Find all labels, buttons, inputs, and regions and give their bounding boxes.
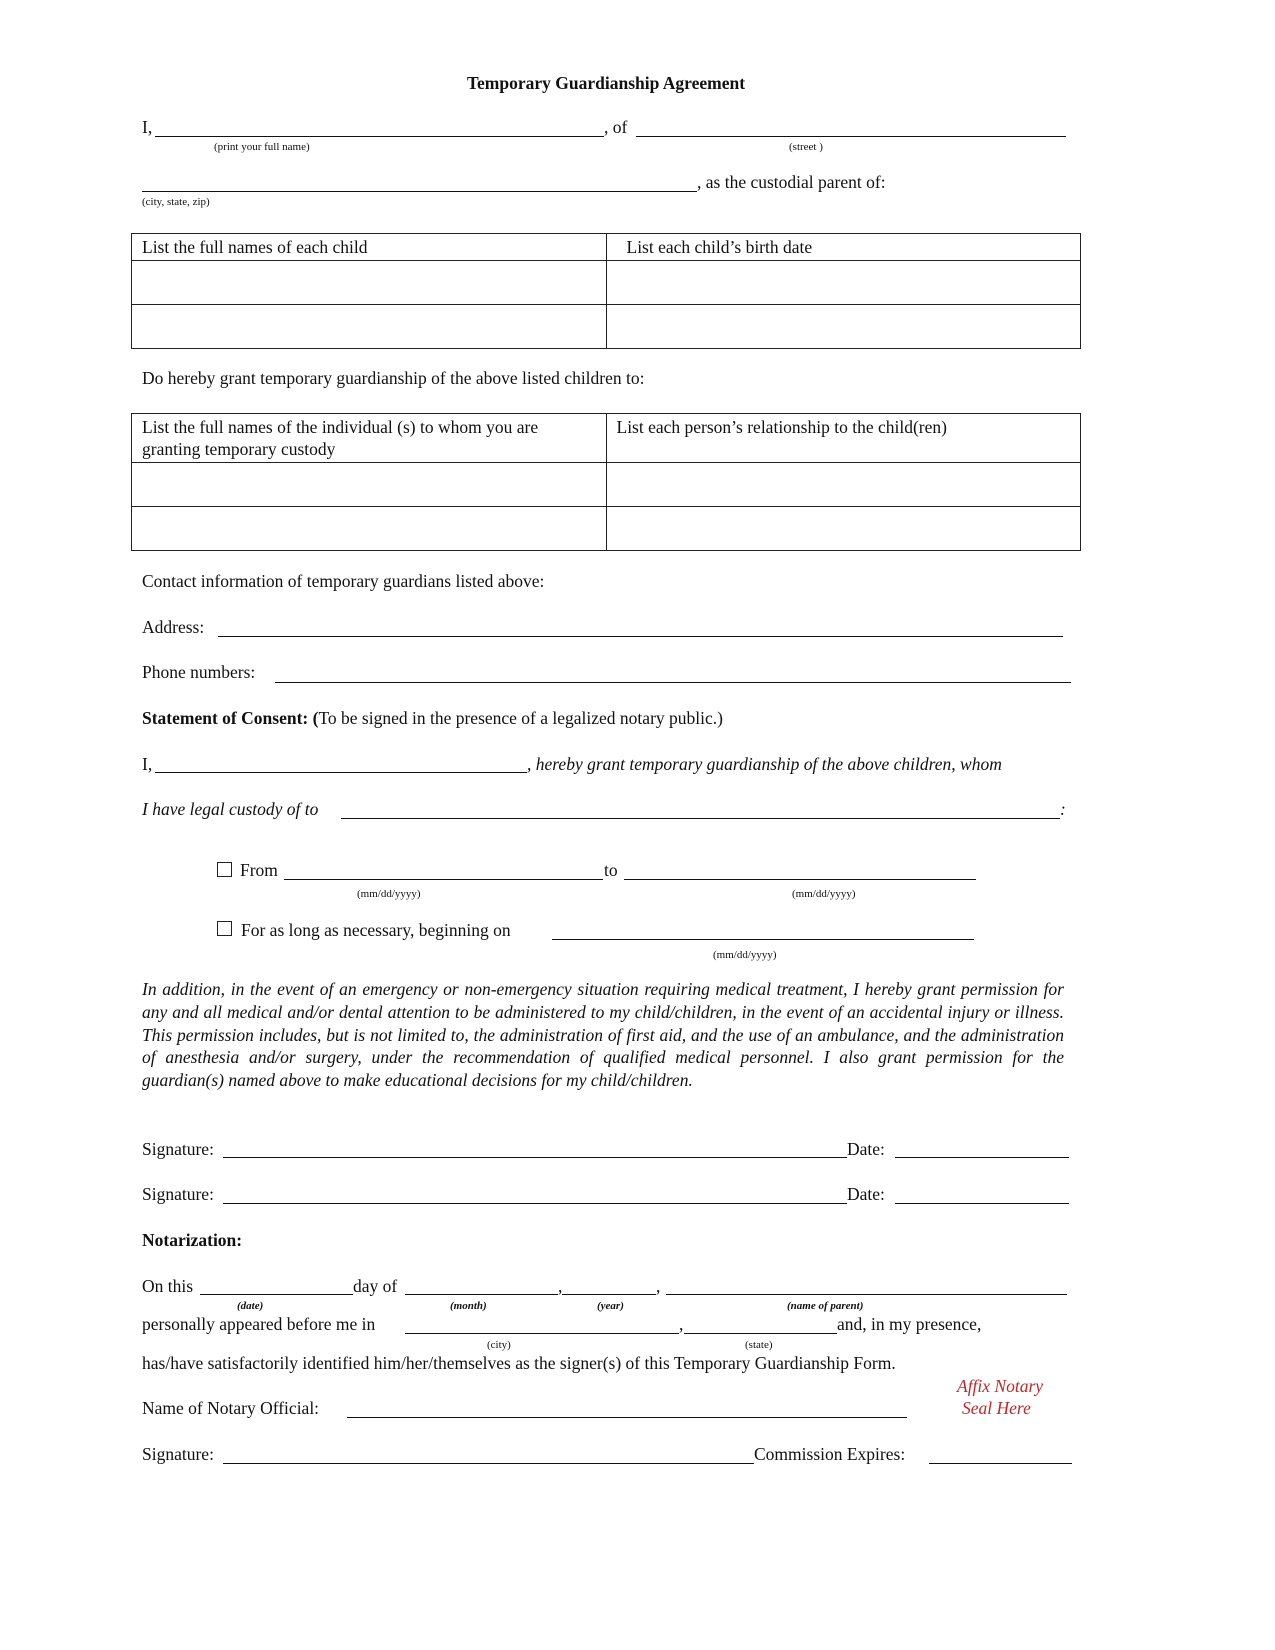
date-field-2[interactable] bbox=[895, 1203, 1069, 1204]
commission-expires-field[interactable] bbox=[929, 1463, 1072, 1464]
commission-expires-label: Commission Expires: bbox=[754, 1444, 906, 1464]
street-hint: (street ) bbox=[789, 141, 823, 153]
beginning-date-field[interactable] bbox=[552, 939, 974, 940]
address-field[interactable] bbox=[218, 636, 1063, 637]
parent-name-field[interactable] bbox=[155, 136, 604, 137]
child-birthdate-cell[interactable] bbox=[606, 261, 1081, 305]
notary-name-field[interactable] bbox=[347, 1417, 907, 1418]
consent-heading-bold: Statement of Consent: ( bbox=[142, 708, 319, 728]
signature-label-1: Signature: bbox=[142, 1139, 214, 1159]
guardian-name-header: List the full names of the individual (s) to whom you are granting temporary custody bbox=[132, 414, 607, 463]
guardians-table bbox=[131, 413, 1081, 551]
signature-field-2[interactable] bbox=[223, 1203, 847, 1204]
consent-heading-rest: To be signed in the presence of a legalized notary public.) bbox=[318, 708, 723, 728]
children-table bbox=[131, 233, 1081, 349]
phone-label: Phone numbers: bbox=[142, 662, 256, 682]
to-date-field[interactable] bbox=[624, 879, 976, 880]
guardian-relationship-cell[interactable] bbox=[606, 507, 1081, 551]
date-field-1[interactable] bbox=[895, 1157, 1069, 1158]
custody-colon: : bbox=[1060, 799, 1066, 819]
notary-city-field[interactable] bbox=[405, 1333, 679, 1334]
child-birthdate-cell[interactable] bbox=[606, 305, 1081, 349]
street-field[interactable] bbox=[636, 136, 1066, 137]
of-label: , of bbox=[604, 117, 628, 137]
custody-text: I have legal custody of to bbox=[142, 799, 319, 819]
beginning-date-hint: (mm/dd/yyyy) bbox=[713, 949, 777, 961]
name-hint: (print your full name) bbox=[214, 141, 310, 153]
day-of-label: day of bbox=[353, 1276, 398, 1296]
consent-grant-text: , hereby grant temporary guardianship of the above children, whom bbox=[527, 754, 1002, 774]
phone-field[interactable] bbox=[275, 682, 1071, 683]
date-label-2: Date: bbox=[847, 1184, 885, 1204]
notary-month-field[interactable] bbox=[405, 1294, 558, 1295]
children-custody-field[interactable] bbox=[341, 818, 1060, 819]
notary-date-field[interactable] bbox=[200, 1294, 353, 1295]
children-birthdate-header: List each child’s birth date bbox=[606, 234, 1081, 261]
year-hint: (year) bbox=[597, 1300, 624, 1312]
signature-field-1[interactable] bbox=[223, 1157, 847, 1158]
consent-name-field[interactable] bbox=[155, 772, 527, 773]
identified-text: has/have satisfactorily identified him/her/themselves as the signer(s) of this Temporary Guardianship Form. bbox=[142, 1353, 896, 1373]
to-label: to bbox=[604, 860, 618, 880]
as-long-label: For as long as necessary, beginning on bbox=[241, 920, 511, 940]
guardian-relationship-cell[interactable] bbox=[606, 463, 1081, 507]
guardian-name-cell[interactable] bbox=[132, 507, 607, 551]
i-prefix: I, bbox=[142, 117, 153, 137]
notary-year-field[interactable] bbox=[562, 1294, 656, 1295]
city-state-zip-field[interactable] bbox=[142, 191, 697, 192]
contact-heading: Contact information of temporary guardians listed above: bbox=[142, 571, 545, 591]
notary-signature-field[interactable] bbox=[223, 1463, 754, 1464]
from-label: From bbox=[240, 860, 278, 880]
child-name-cell[interactable] bbox=[132, 261, 607, 305]
city-hint: (city, state, zip) bbox=[142, 196, 210, 208]
month-hint: (month) bbox=[450, 1300, 487, 1312]
notary-seal-label-2: Seal Here bbox=[962, 1398, 1031, 1418]
appeared-label: personally appeared before me in bbox=[142, 1314, 376, 1334]
child-name-cell[interactable] bbox=[132, 305, 607, 349]
from-date-field[interactable] bbox=[284, 879, 603, 880]
parent-hint: (name of parent) bbox=[787, 1300, 864, 1312]
notary-seal-label-1: Affix Notary bbox=[957, 1376, 1044, 1396]
consent-i-prefix: I, bbox=[142, 754, 153, 774]
comma: , bbox=[656, 1276, 661, 1296]
state-hint: (state) bbox=[745, 1339, 773, 1351]
custodial-label: , as the custodial parent of: bbox=[697, 172, 886, 192]
notary-name-label: Name of Notary Official: bbox=[142, 1398, 320, 1418]
presence-label: and, in my presence, bbox=[837, 1314, 982, 1334]
parent-name-notary-field[interactable] bbox=[666, 1294, 1067, 1295]
medical-permission-paragraph: In addition, in the event of an emergency or non-emergency situation requiring medical treatment, I hereby grant permission for any and all medical and/or dental attention to be administered to my child/children, in the event of an accidental injury or illness. This permission includes, but is not limited to, the administration of first aid, and the use of an ambulance, and the administration of anesthesia and/or surgery, under the recommendation of qualified medical personnel. I also grant permission for the guardian(s) named above to make educational decisions for my child/children. bbox=[142, 979, 1064, 1091]
signature-label-2: Signature: bbox=[142, 1184, 214, 1204]
address-label: Address: bbox=[142, 617, 205, 637]
to-date-hint: (mm/dd/yyyy) bbox=[792, 888, 856, 900]
comma: , bbox=[558, 1276, 563, 1296]
notary-state-field[interactable] bbox=[684, 1333, 837, 1334]
notarization-heading: Notarization: bbox=[142, 1230, 243, 1250]
consent-heading bbox=[142, 708, 723, 728]
as-long-as-necessary-checkbox[interactable] bbox=[217, 921, 232, 936]
guardian-relationship-header: List each person’s relationship to the child(ren) bbox=[606, 414, 1081, 463]
children-name-header: List the full names of each child bbox=[132, 234, 607, 261]
city-hint: (city) bbox=[487, 1339, 511, 1351]
grant-text: Do hereby grant temporary guardianship of the above listed children to: bbox=[142, 368, 645, 388]
date-label-1: Date: bbox=[847, 1139, 885, 1159]
date-hint: (date) bbox=[237, 1300, 264, 1312]
guardian-name-cell[interactable] bbox=[132, 463, 607, 507]
page-title: Temporary Guardianship Agreement bbox=[466, 73, 746, 93]
from-date-hint: (mm/dd/yyyy) bbox=[357, 888, 421, 900]
notary-signature-label: Signature: bbox=[142, 1444, 214, 1464]
on-this-label: On this bbox=[142, 1276, 194, 1296]
comma: , bbox=[679, 1314, 684, 1334]
from-checkbox[interactable] bbox=[217, 862, 232, 877]
